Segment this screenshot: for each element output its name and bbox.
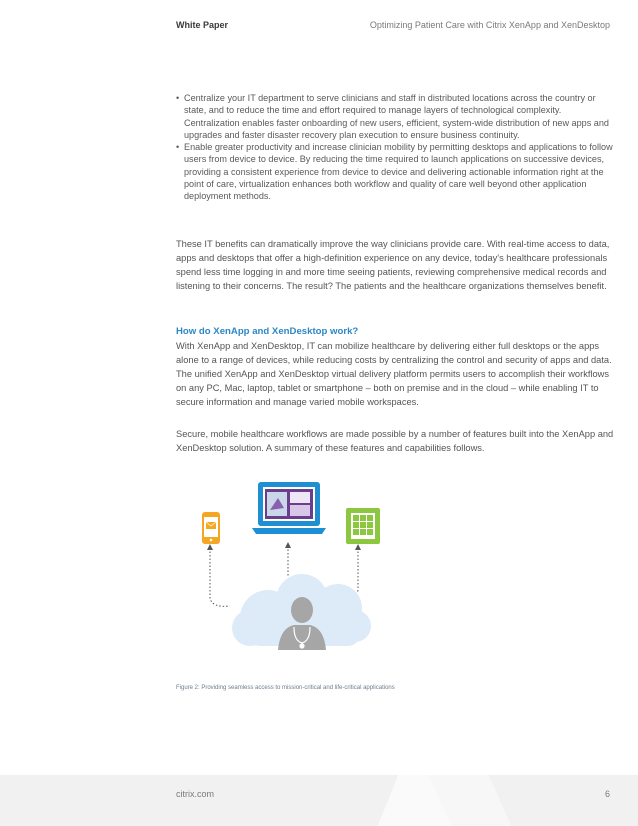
connector-phone (210, 548, 230, 606)
benefits-bullet-list (176, 92, 614, 203)
tablet-icon (346, 508, 380, 544)
bullet-centralize: • Centralize your IT department to serve clinicians and staff in distributed locations across the country or state, and to reduce the time and effort required to manage layers of technological complexity. Centralization enables faster onboarding of new users, efficient, system-wide distribution of new apps and upgrades and faster disaster recovery plan execution to ensure business continuity. (176, 92, 614, 141)
footer-website-link[interactable]: citrix.com (176, 789, 214, 799)
page-number: 6 (604, 789, 610, 799)
arrow-tablet (355, 544, 361, 550)
page-header (176, 20, 610, 30)
bullet-productivity: • Enable greater productivity and increase clinician mobility by permitting desktops and applications to follow users from device to device. By reducing the time required to launch applications on successive devices, providing a consistent experience from device to device and delivering actionable information right at the point of care, virtualization enhances both workflow and quality of care well beyond other application deployment methods. (176, 141, 614, 202)
laptop-icon (252, 482, 326, 534)
header-doc-title: Optimizing Patient Care with Citrix XenApp and XenDesktop (369, 20, 610, 30)
header-doc-type: White Paper (176, 20, 229, 30)
access-diagram (190, 478, 410, 664)
smartphone-icon (202, 512, 220, 544)
paragraph-benefits: These IT benefits can dramatically improve the way clinicians provide care. With real-time access to data, apps and desktops that offer a high-definition experience on any device, today's healthcare professionals spend less time logging in and more time seeing patients, reviewing comprehensive medical records and listening to their concerns. The result? The patients and the healthcare organizations themselves benefit. (176, 239, 610, 291)
paragraph-how-it-works: With XenApp and XenDesktop, IT can mobilize healthcare by delivering either full desktops or the apps alone to a range of devices, while reducing costs by centralizing the control and security of apps and data. The unified XenApp and XenDesktop virtual delivery platform permits users to accomplish their workflows on any PC, Mac, laptop, tablet or smartphone – both on premise and in the cloud – while enabling IT to secure information and manage varied mobile workspaces. (176, 341, 612, 407)
section-heading: How do XenApp and XenDesktop work? (176, 326, 359, 337)
figure-caption: Figure 2: Providing seamless access to mission-critical and life-critical applications (176, 685, 395, 691)
page-footer (0, 775, 638, 826)
access-diagram-svg (190, 478, 410, 664)
arrow-phone (207, 544, 213, 550)
arrow-laptop (285, 542, 291, 548)
paragraph-features-summary: Secure, mobile healthcare workflows are made possible by a number of features built into the XenApp and XenDesktop solution. A summary of these features and capabilities follows. (176, 429, 614, 453)
